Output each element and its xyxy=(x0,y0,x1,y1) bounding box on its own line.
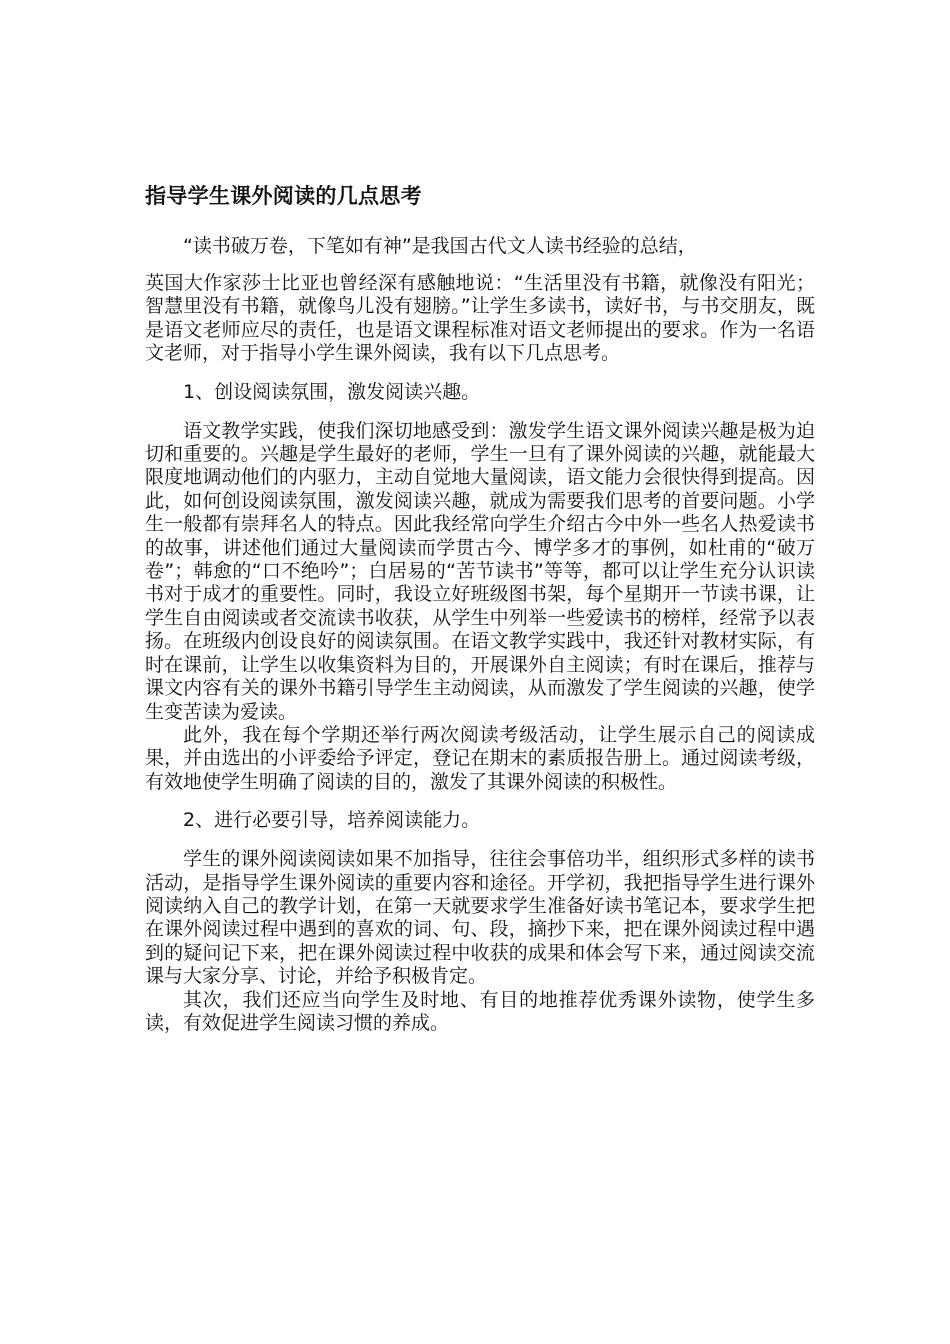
section2-paragraph-1: 学生的课外阅读阅读如果不加指导，往往会事倍功半，组织形式多样的读书活动，是指导学生课外阅读的重要内容和途径。开学初，我把指导学生进行课外阅读纳入自己的教学计划，在第一天就要求学生准备好读书笔记本，要求学生把在课外阅读过程中遇到的喜欢的词、句、段，摘抄下来，把在课外阅读过程中遇到的疑问记下来，把在课外阅读过程中收获的成果和体会写下来，通过阅读交流课与大家分享、讨论，并给予积极肯定。 xyxy=(145,848,815,988)
section1-paragraph-1: 语文教学实践，使我们深切地感受到：激发学生语文课外阅读兴趣是极为迫切和重要的。兴趣是学生最好的老师，学生一旦有了课外阅读的兴趣，就能最大限度地调动他们的内驱力，主动自觉地大量阅读，语文能力会很快得到提高。因此，如何创设阅读氛围，激发阅读兴趣，就成为需要我们思考的首要问题。小学生一般都有崇拜名人的特点。因此我经常向学生介绍古今中外一些名人热爱读书的故事，讲述他们通过大量阅读而学贯古今、博学多才的事例，如杜甫的“破万卷”；韩愈的“口不绝吟”；白居易的“苦节读书”等等，都可以让学生充分认识读书对于成才的重要性。同时，我设立好班级图书架，每个星期开一节读书课，让学生自由阅读或者交流读书收获，从学生中列举一些爱读书的榜样，经常予以表扬。在班级内创设良好的阅读氛围。在语文教学实践中，我还针对教材实际，有时在课前，让学生以收集资料为目的，开展课外自主阅读；有时在课后，推荐与课文内容有关的课外书籍引导学生主动阅读，从而激发了学生阅读的兴趣，使学生变苦读为爱读。 xyxy=(145,419,815,723)
document-title: 指导学生课外阅读的几点思考 xyxy=(145,184,422,208)
section1-heading: 1、创设阅读氛围，激发阅读兴趣。 xyxy=(183,380,481,403)
intro-first-line: “读书破万卷，下笔如有神”是我国古代文人读书经验的总结， xyxy=(183,235,697,257)
intro-paragraph: 英国大作家莎士比亚也曾经深有感触地说：“生活里没有书籍，就像没有阳光；智慧里没有书籍，就像鸟儿没有翅膀。”让学生多读书，读好书，与书交朋友，既是语文老师应尽的责任，也是语文课程标准对语文老师提出的要求。作为一名语文老师，对于指导小学生课外阅读，我有以下几点思考。 xyxy=(145,272,815,365)
document-page xyxy=(145,180,815,1035)
section1-paragraph-2: 此外，我在每个学期还举行两次阅读考级活动，让学生展示自己的阅读成果，并由选出的小评委给予评定，登记在期末的素质报告册上。通过阅读考级，有效地使学生明确了阅读的目的，激发了其课外阅读的积极性。 xyxy=(145,723,815,793)
section2-paragraph-2: 其次，我们还应当向学生及时地、有目的地推荐优秀课外读物，使学生多读，有效促进学生阅读习惯的养成。 xyxy=(145,988,815,1034)
section2-heading: 2、进行必要引导，培养阅读能力。 xyxy=(183,809,481,832)
